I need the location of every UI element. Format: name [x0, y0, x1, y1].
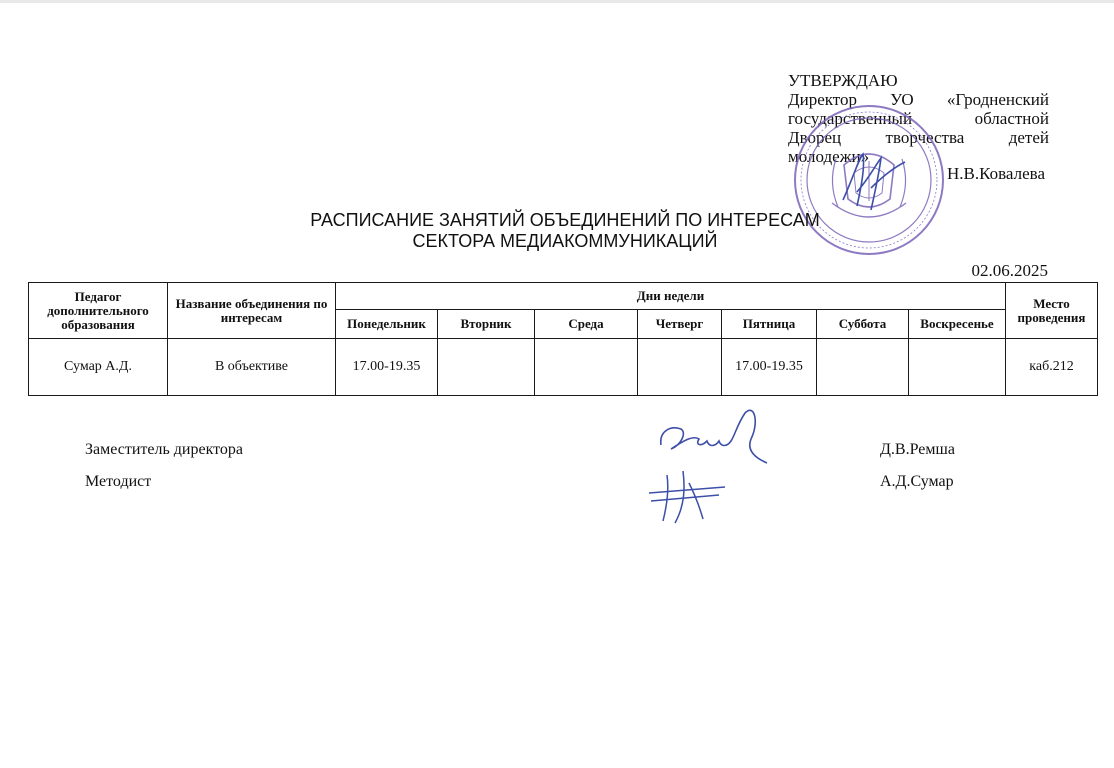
deputy-title: Заместитель директора: [85, 441, 244, 458]
cell-day: [909, 339, 1006, 396]
page-title: [240, 210, 890, 252]
schedule-table: [28, 282, 1098, 396]
cell-day: 17.00-19.35: [722, 339, 817, 396]
director-signature-icon: [835, 148, 910, 216]
methodist-signature-icon: [645, 465, 730, 525]
title-line-2: СЕКТОРА МЕДИАКОММУНИКАЦИЙ: [412, 231, 718, 251]
deputy-name: Д.В.Ремша: [880, 441, 955, 458]
cell-day: [535, 339, 638, 396]
approval-line-3: Дворец творчества детей: [788, 128, 1049, 147]
cell-day: [438, 339, 535, 396]
header-day: Вторник: [438, 310, 535, 339]
approval-line-1: Директор УО «Гродненский: [788, 90, 1049, 109]
header-teacher: Педагог дополнительного образования: [29, 283, 168, 339]
header-day: Суббота: [817, 310, 909, 339]
header-place: Место проведения: [1006, 283, 1098, 339]
director-name: Н.В.Ковалева: [947, 164, 1045, 183]
table-row: [29, 339, 1098, 396]
approval-heading: УТВЕРЖДАЮ: [788, 71, 898, 90]
cell-teacher: Сумар А.Д.: [29, 339, 168, 396]
header-day: Воскресенье: [909, 310, 1006, 339]
cell-day: 17.00-19.35: [336, 339, 438, 396]
cell-day: [638, 339, 722, 396]
approval-line-2: государственный областной: [788, 109, 1049, 128]
header-day: Среда: [535, 310, 638, 339]
cell-day: [817, 339, 909, 396]
header-day: Понедельник: [336, 310, 438, 339]
scan-top-edge: [0, 0, 1114, 3]
header-day: Пятница: [722, 310, 817, 339]
cell-place: каб.212: [1006, 339, 1098, 396]
header-days-group: Дни недели: [336, 283, 1006, 310]
methodist-name: А.Д.Сумар: [880, 473, 954, 490]
header-day: Четверг: [638, 310, 722, 339]
title-line-1: РАСПИСАНИЕ ЗАНЯТИЙ ОБЪЕДИНЕНИЙ ПО ИНТЕРЕСАМ: [310, 210, 820, 230]
approval-line-4: молодежи»: [788, 147, 870, 166]
header-name: Название объединения по интересам: [168, 283, 336, 339]
methodist-title: Методист: [85, 473, 152, 490]
cell-name: В объективе: [168, 339, 336, 396]
document-date: 02.06.2025: [971, 261, 1048, 280]
